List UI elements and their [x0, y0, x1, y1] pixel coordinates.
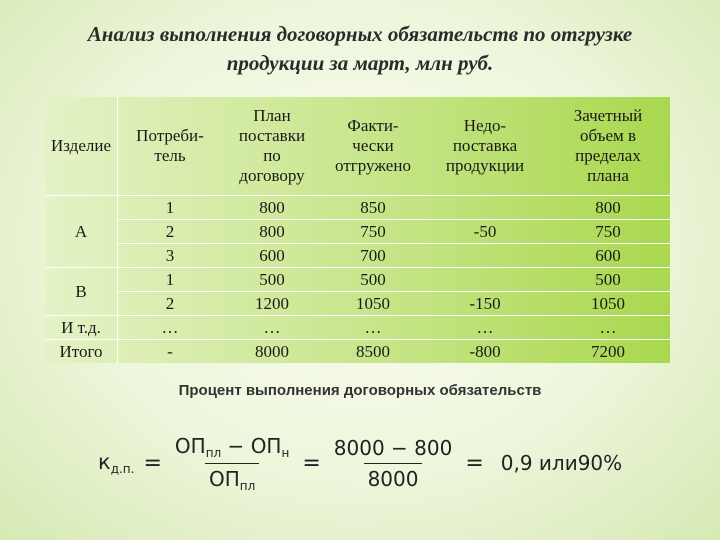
header-actual-line: отгружено — [335, 156, 411, 175]
credited-cell: 750 — [546, 220, 670, 244]
credited-cell: 1050 — [546, 292, 670, 316]
header-actual-line: чески — [352, 136, 394, 155]
shortfall-cell — [424, 268, 546, 292]
header-actual-line: Факти- — [347, 116, 399, 135]
coefficient-symbol — [98, 450, 134, 476]
coefficient-subscript: д.п. — [110, 462, 135, 476]
header-credited — [546, 97, 670, 196]
actual-cell: 500 — [322, 268, 424, 292]
header-shortfall — [424, 97, 546, 196]
credited-cell: 800 — [546, 196, 670, 220]
plan-cell: 1200 — [222, 292, 322, 316]
product-cell: А — [45, 196, 118, 268]
numeric-fraction — [330, 436, 457, 491]
plan-cell: 800 — [222, 196, 322, 220]
credited-cell: 600 — [546, 244, 670, 268]
table-row — [45, 244, 670, 268]
header-shortfall-line: поставка — [452, 136, 518, 155]
shortfall-cell: -800 — [469, 341, 501, 361]
header-credited-line: Зачетный — [573, 106, 643, 125]
actual-cell: 750 — [322, 220, 424, 244]
shortfall-cell — [424, 196, 546, 220]
coefficient-letter: к — [98, 450, 111, 474]
actual-cell: 700 — [322, 244, 424, 268]
header-shortfall-line: Недо- — [463, 116, 507, 135]
formula-result: 0,9 или90% — [500, 451, 623, 475]
minus-sign: − — [221, 433, 251, 458]
equals-sign: = — [465, 450, 484, 476]
plan-cell: 600 — [222, 244, 322, 268]
numeric-numerator: 8000 − 800 — [333, 435, 453, 460]
symbolic-numerator — [171, 434, 293, 463]
actual-cell: 850 — [322, 196, 424, 220]
actual-cell: … — [322, 316, 424, 340]
header-consumer-line: Потреби- — [136, 126, 204, 145]
header-consumer — [118, 97, 223, 196]
product-cell: В — [45, 268, 118, 316]
header-credited-line: плана — [587, 166, 629, 185]
term-op: ОП — [250, 433, 282, 458]
plan-cell: 500 — [222, 268, 322, 292]
product-cell: И т.д. — [45, 316, 118, 340]
term-op: ОП — [174, 433, 206, 458]
table-row-total — [45, 340, 670, 364]
header-plan — [222, 97, 322, 196]
credited-cell: 7200 — [591, 341, 625, 361]
term-subscript: пл — [239, 478, 256, 493]
symbolic-denominator — [205, 463, 259, 493]
header-consumer-line: тель — [154, 146, 186, 165]
header-credited-line: объем в — [579, 126, 637, 145]
consumer-cell: 1 — [118, 196, 223, 220]
plan-cell: … — [222, 316, 322, 340]
consumer-cell: … — [118, 316, 223, 340]
shortfall-cell: … — [424, 316, 546, 340]
symbolic-fraction — [171, 434, 293, 493]
table-row — [45, 196, 670, 220]
equals-sign: = — [302, 450, 321, 476]
header-plan-line: поставки — [238, 126, 306, 145]
consumer-cell: 1 — [118, 268, 223, 292]
table-row — [45, 268, 670, 292]
contract-fulfillment-table — [45, 97, 670, 363]
actual-cell: 8500 — [356, 341, 390, 361]
term-subscript: пл — [205, 445, 222, 460]
title-line-1: Анализ выполнения договорных обязательств по отгрузке — [87, 22, 633, 46]
slide-title — [0, 20, 720, 78]
fulfillment-formula — [98, 428, 622, 498]
term-op: ОП — [208, 466, 240, 491]
credited-cell: 500 — [546, 268, 670, 292]
table-header-row — [45, 97, 670, 196]
numeric-denominator: 8000 — [364, 463, 423, 491]
plan-cell: 800 — [222, 220, 322, 244]
consumer-cell: - — [167, 341, 173, 361]
shortfall-cell: -50 — [424, 220, 546, 244]
header-plan-line: План — [253, 106, 291, 125]
equals-sign: = — [143, 450, 162, 476]
product-cell: Итого — [45, 340, 118, 364]
table-row — [45, 220, 670, 244]
header-plan-line: договору — [239, 166, 305, 185]
header-plan-line: по — [263, 146, 281, 165]
header-actual — [322, 97, 424, 196]
consumer-cell: 3 — [118, 244, 223, 268]
header-credited-line: пределах — [575, 146, 641, 165]
consumer-cell: 2 — [118, 220, 223, 244]
plan-cell: 8000 — [255, 341, 289, 361]
actual-cell: 1050 — [322, 292, 424, 316]
title-line-2: продукции за март, млн руб. — [226, 51, 494, 75]
credited-cell: … — [546, 316, 670, 340]
header-shortfall-line: продукции — [445, 156, 525, 175]
table-row — [45, 316, 670, 340]
shortfall-cell: -150 — [424, 292, 546, 316]
term-subscript: н — [281, 445, 290, 460]
consumer-cell: 2 — [118, 292, 223, 316]
shortfall-cell — [424, 244, 546, 268]
table-row — [45, 292, 670, 316]
formula-caption: Процент выполнения договорных обязательств — [178, 382, 542, 399]
header-product: Изделие — [45, 97, 118, 196]
